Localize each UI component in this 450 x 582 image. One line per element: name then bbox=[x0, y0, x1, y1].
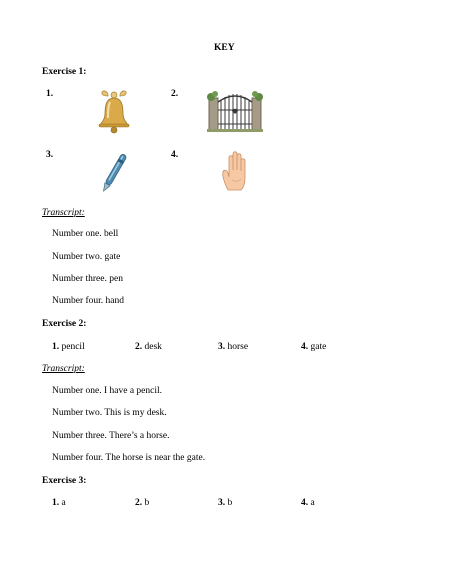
ex3-answer-number: 3. bbox=[218, 498, 226, 508]
ex3-answer-3 bbox=[218, 498, 232, 508]
ex2-answer-3 bbox=[218, 342, 248, 352]
ex1-transcript-line: Number one. bell bbox=[52, 229, 119, 239]
ex1-transcript-line: Number two. gate bbox=[52, 252, 121, 262]
pen-icon bbox=[100, 150, 128, 196]
ex2-answer-1 bbox=[52, 342, 85, 352]
ex3-answer-text: b bbox=[225, 498, 233, 508]
ex1-item-1-number: 1. bbox=[46, 89, 54, 99]
ex3-answer-number: 2. bbox=[135, 498, 143, 508]
ex2-transcript-line: Number two. This is my desk. bbox=[52, 408, 167, 418]
ex3-answer-4 bbox=[301, 498, 315, 508]
exercise-1-heading: Exercise 1: bbox=[42, 67, 87, 77]
ex3-answer-text: a bbox=[308, 498, 315, 508]
bell-icon bbox=[96, 88, 132, 134]
ex1-transcript-line: Number three. pen bbox=[52, 274, 123, 284]
ex2-transcript-label: Transcript: bbox=[42, 364, 85, 374]
ex2-answer-number: 1. bbox=[52, 342, 60, 352]
page-title: KEY bbox=[214, 43, 235, 53]
ex2-answer-text: pencil bbox=[59, 342, 85, 352]
ex2-transcript-line: Number three. There’s a horse. bbox=[52, 431, 170, 441]
ex2-answer-text: horse bbox=[225, 342, 249, 352]
ex2-transcript-line: Number four. The horse is near the gate. bbox=[52, 453, 206, 463]
hand-icon bbox=[219, 150, 253, 192]
ex3-answer-text: b bbox=[142, 498, 150, 508]
ex2-answer-number: 2. bbox=[135, 342, 143, 352]
ex2-transcript-line: Number one. I have a pencil. bbox=[52, 386, 162, 396]
ex3-answer-text: a bbox=[59, 498, 66, 508]
ex3-answer-2 bbox=[135, 498, 149, 508]
exercise-2-heading: Exercise 2: bbox=[42, 319, 87, 329]
ex2-answer-number: 4. bbox=[301, 342, 309, 352]
ex1-item-4-number: 4. bbox=[171, 150, 179, 160]
ex2-answer-text: gate bbox=[308, 342, 327, 352]
ex1-transcript-line: Number four. hand bbox=[52, 296, 125, 306]
ex2-answer-2 bbox=[135, 342, 162, 352]
ex2-answer-text: desk bbox=[142, 342, 162, 352]
ex2-answer-4 bbox=[301, 342, 326, 352]
ex1-transcript-label: Transcript: bbox=[42, 208, 85, 218]
ex1-item-3-number: 3. bbox=[46, 150, 54, 160]
ex1-item-2-number: 2. bbox=[171, 89, 179, 99]
ex2-answer-number: 3. bbox=[218, 342, 226, 352]
ex3-answer-number: 1. bbox=[52, 498, 60, 508]
exercise-3-heading: Exercise 3: bbox=[42, 476, 87, 486]
gate-icon bbox=[207, 88, 263, 132]
ex3-answer-number: 4. bbox=[301, 498, 309, 508]
ex3-answer-1 bbox=[52, 498, 66, 508]
